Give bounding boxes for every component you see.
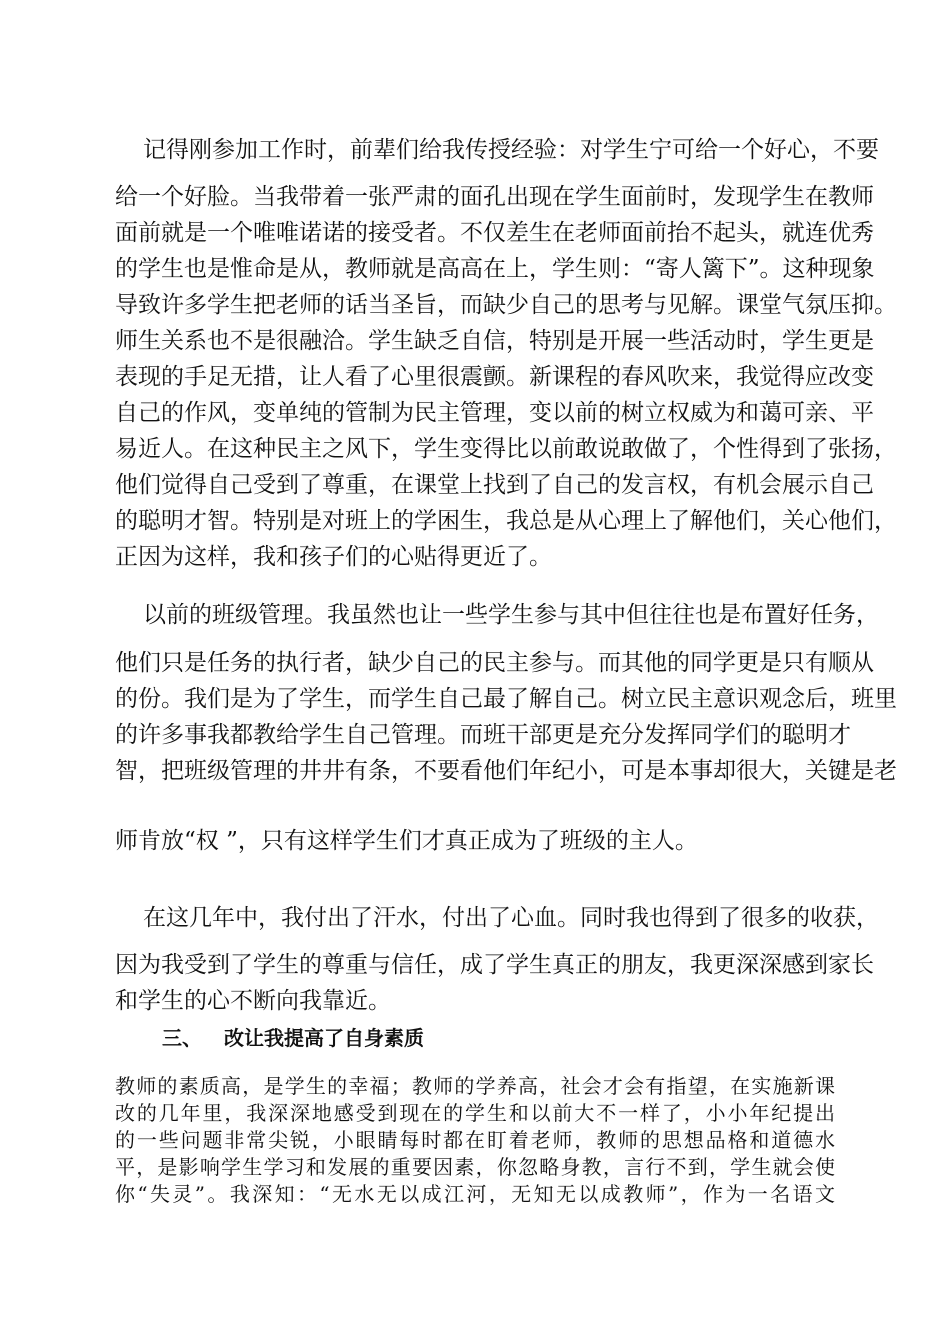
paragraph-1-line-6: 师生关系也不是很融洽。学生缺乏自信，特别是开展一些活动时，学生更是 (115, 328, 874, 354)
section-3-heading (162, 1025, 424, 1051)
paragraph-1-line-7: 表现的手足无措，让人看了心里很震颤。新课程的春风吹来，我觉得应改变 (115, 364, 874, 390)
paragraph-1-line-9: 易近人。在这种民主之风下，学生变得比以前敢说敢做了，个性得到了张扬， (115, 436, 897, 462)
paragraph-1-line-12: 正因为这样，我和孩子们的心贴得更近了。 (115, 544, 552, 570)
paragraph-4-line-3: 的一些问题非常尖锐，小眼睛每时都在盯着老师，教师的思想品格和道德水 (115, 1128, 835, 1152)
paragraph-2-line-3: 的份。我们是为了学生，而学生自己最了解自己。树立民主意识观念后，班里 (115, 686, 897, 712)
paragraph-1-line-10: 他们觉得自己受到了尊重，在课堂上找到了自己的发言权，有机会展示自己 (115, 472, 874, 498)
paragraph-1-line-5: 导致许多学生把老师的话当圣旨，而缺少自己的思考与见解。课堂气氛压抑。 (115, 292, 897, 318)
paragraph-1-line-2: 给一个好脸。当我带着一张严肃的面孔出现在学生面前时，发现学生在教师 (115, 184, 874, 210)
paragraph-1-line-3: 面前就是一个唯唯诺诺的接受者。不仅差生在老师面前抬不起头，就连优秀 (115, 220, 874, 246)
paragraph-2-line-1: 以前的班级管理。我虽然也让一些学生参与其中但往往也是布置好任务， (143, 602, 879, 628)
paragraph-2-line-5: 智，把班级管理的井井有条，不要看他们年纪小，可是本事却很大，关键是老 (115, 758, 897, 784)
paragraph-4-line-2: 改的几年里，我深深地感受到现在的学生和以前大不一样了，小小年纪提出 (115, 1101, 835, 1125)
paragraph-4-line-4: 平，是影响学生学习和发展的重要因素，你忽略身教，言行不到，学生就会使 (115, 1155, 835, 1179)
paragraph-4-line-5: 你“失灵”。我深知：“无水无以成江河，无知无以成教师”，作为一名语文 (115, 1182, 835, 1206)
paragraph-3-line-1: 在这几年中，我付出了汗水，付出了心血。同时我也得到了很多的收获， (143, 905, 879, 931)
paragraph-1-line-11: 的聪明才智。特别是对班上的学困生，我总是从心理上了解他们，关心他们， (115, 508, 897, 534)
paragraph-1-line-8: 自己的作风，变单纯的管制为民主管理，变以前的树立权威为和蔼可亲、平 (115, 400, 874, 426)
paragraph-4-line-1: 教师的素质高，是学生的幸福；教师的学养高，社会才会有指望，在实施新课 (115, 1074, 835, 1098)
paragraph-3-line-3: 和学生的心不断向我靠近。 (115, 988, 391, 1014)
paragraph-2-line-2: 他们只是任务的执行者，缺少自己的民主参与。而其他的同学更是只有顺从 (115, 650, 874, 676)
paragraph-2-line-6: 师肯放“权 ”，只有这样学生们才真正成为了班级的主人。 (115, 828, 698, 854)
paragraph-1-line-4: 的学生也是惟命是从，教师就是高高在上，学生则：“寄人篱下”。这种现象 (115, 256, 875, 282)
paragraph-3-line-2: 因为我受到了学生的尊重与信任，成了学生真正的朋友，我更深深感到家长 (115, 952, 874, 978)
paragraph-1-line-1: 记得刚参加工作时，前辈们给我传授经验：对学生宁可给一个好心，不要 (143, 137, 879, 163)
section-3-title: 改让我提高了自身素质 (224, 1026, 424, 1050)
section-3-number: 三、 (162, 1026, 202, 1050)
paragraph-2-line-4: 的许多事我都教给学生自己管理。而班干部更是充分发挥同学们的聪明才 (115, 722, 851, 748)
